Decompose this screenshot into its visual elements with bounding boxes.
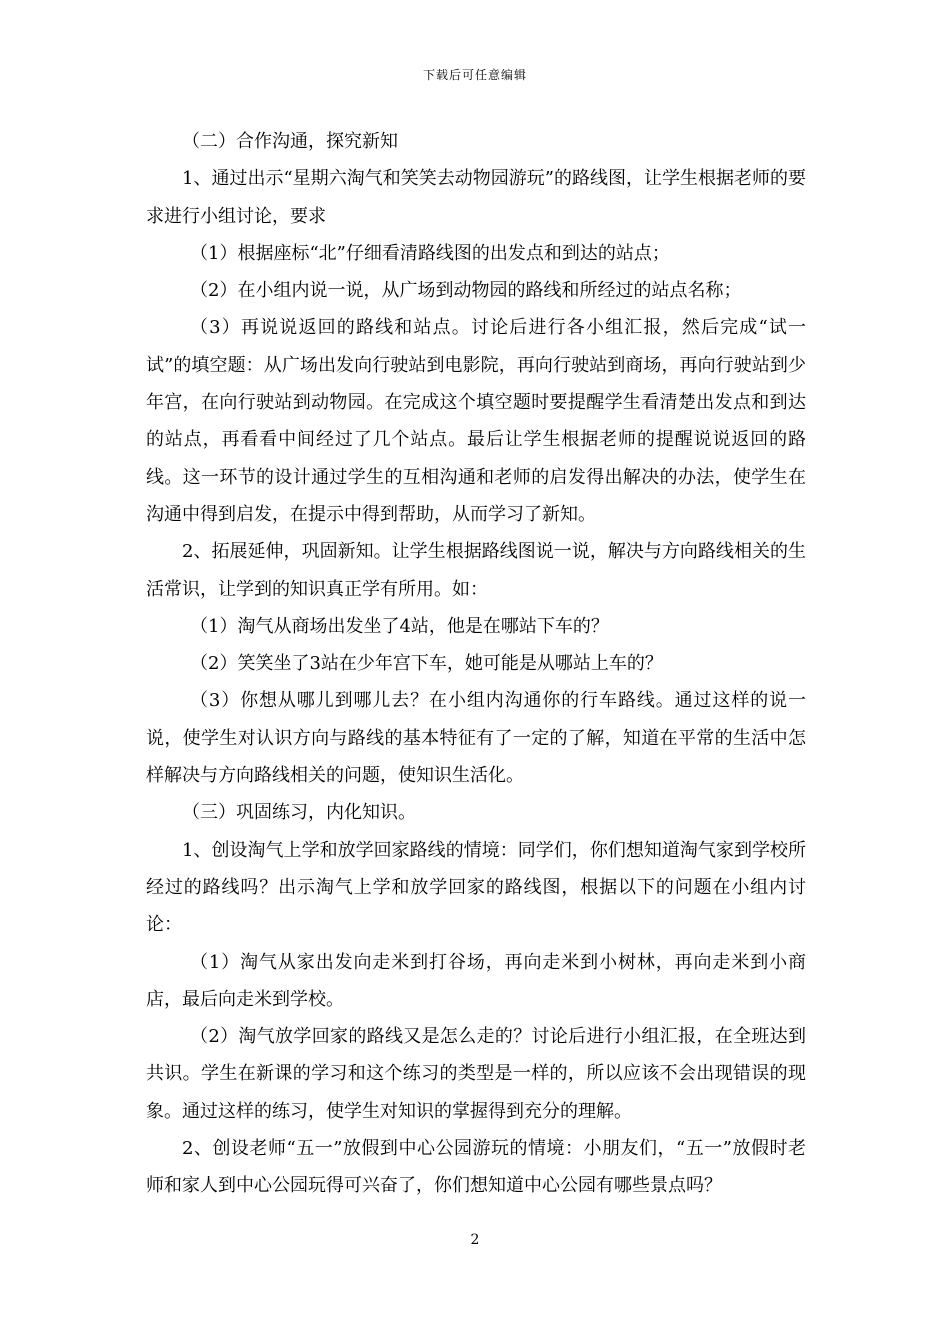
paragraph: 1、创设淘气上学和放学回家路线的情境：同学们，你们想知道淘气家到学校所经过的路线吗？出示淘气上学和放学回家的路线图，根据以下的问题在小组内讨论：	[146, 839, 806, 936]
section-heading: （二）合作沟通，探究新知	[182, 131, 398, 152]
page-header: 下载后可任意编辑	[422, 68, 527, 82]
page-number: 2	[470, 1232, 480, 1248]
list-item: （1）根据座标“北”仔细看清路线图的出发点和到达的站点；	[190, 242, 670, 264]
list-item: （2）在小组内说一说，从广场到动物园的路线和所经过的站点名称；	[190, 280, 742, 302]
list-item: （1）淘气从家出发向走米到打谷场，再向走米到小树林，再向走米到小商店，最后向走米到学校。	[146, 951, 806, 1010]
section-heading: （三）巩固练习，内化知识。	[182, 802, 416, 824]
list-item: （1）淘气从商场出发坐了4站，他是在哪站下车的？	[190, 615, 609, 637]
document-body	[146, 123, 806, 1205]
list-item: （2）淘气放学回家的路线又是怎么走的？讨论后进行小组汇报，在全班达到共识。学生在新课的学习和这个练习的类型是一样的，所以应该不会出现错误的现象。通过这样的练习，使学生对知识的掌握得到充分的理解。	[146, 1026, 806, 1122]
paragraph: 1、通过出示“星期六淘气和笑笑去动物园游玩”的路线图，让学生根据老师的要求进行小组讨论，要求	[146, 168, 806, 227]
paragraph: 2、拓展延伸，巩固新知。让学生根据路线图说一说，解决与方向路线相关的生活常识，让学到的知识真正学有所用。如：	[146, 541, 806, 600]
list-item: （3）你想从哪儿到哪儿去？在小组内沟通你的行车路线。通过这样的说一说，使学生对认识方向与路线的基本特征有了一定的了解，知道在平常的生活中怎样解决与方向路线相关的问题，使知识生活化。	[146, 690, 806, 787]
list-item: （3）再说说返回的路线和站点。讨论后进行各小组汇报，然后完成“试一试”的填空题：从广场出发向行驶站到电影院，再向行驶站到商场，再向行驶站到少年宫，在向行驶站到动物园。在完成这个填空题时要提醒学生看清楚出发点和到达的站点，再看看中间经过了几个站点。最后让学生根据老师的提醒说说返回的路线。这一环节的设计通过学生的互相沟通和老师的启发得出解决的办法，使学生在沟通中得到启发，在提示中得到帮助，从而学习了新知。	[146, 317, 806, 525]
list-item: （2）笑笑坐了3站在少年宫下车，她可能是从哪站上车的？	[190, 653, 663, 675]
paragraph: 2、创设老师“五一”放假到中心公园游玩的情境：小朋友们，“五一”放假时老师和家人到中心公园玩得可兴奋了，你们想知道中心公园有哪些景点吗？	[146, 1138, 806, 1197]
